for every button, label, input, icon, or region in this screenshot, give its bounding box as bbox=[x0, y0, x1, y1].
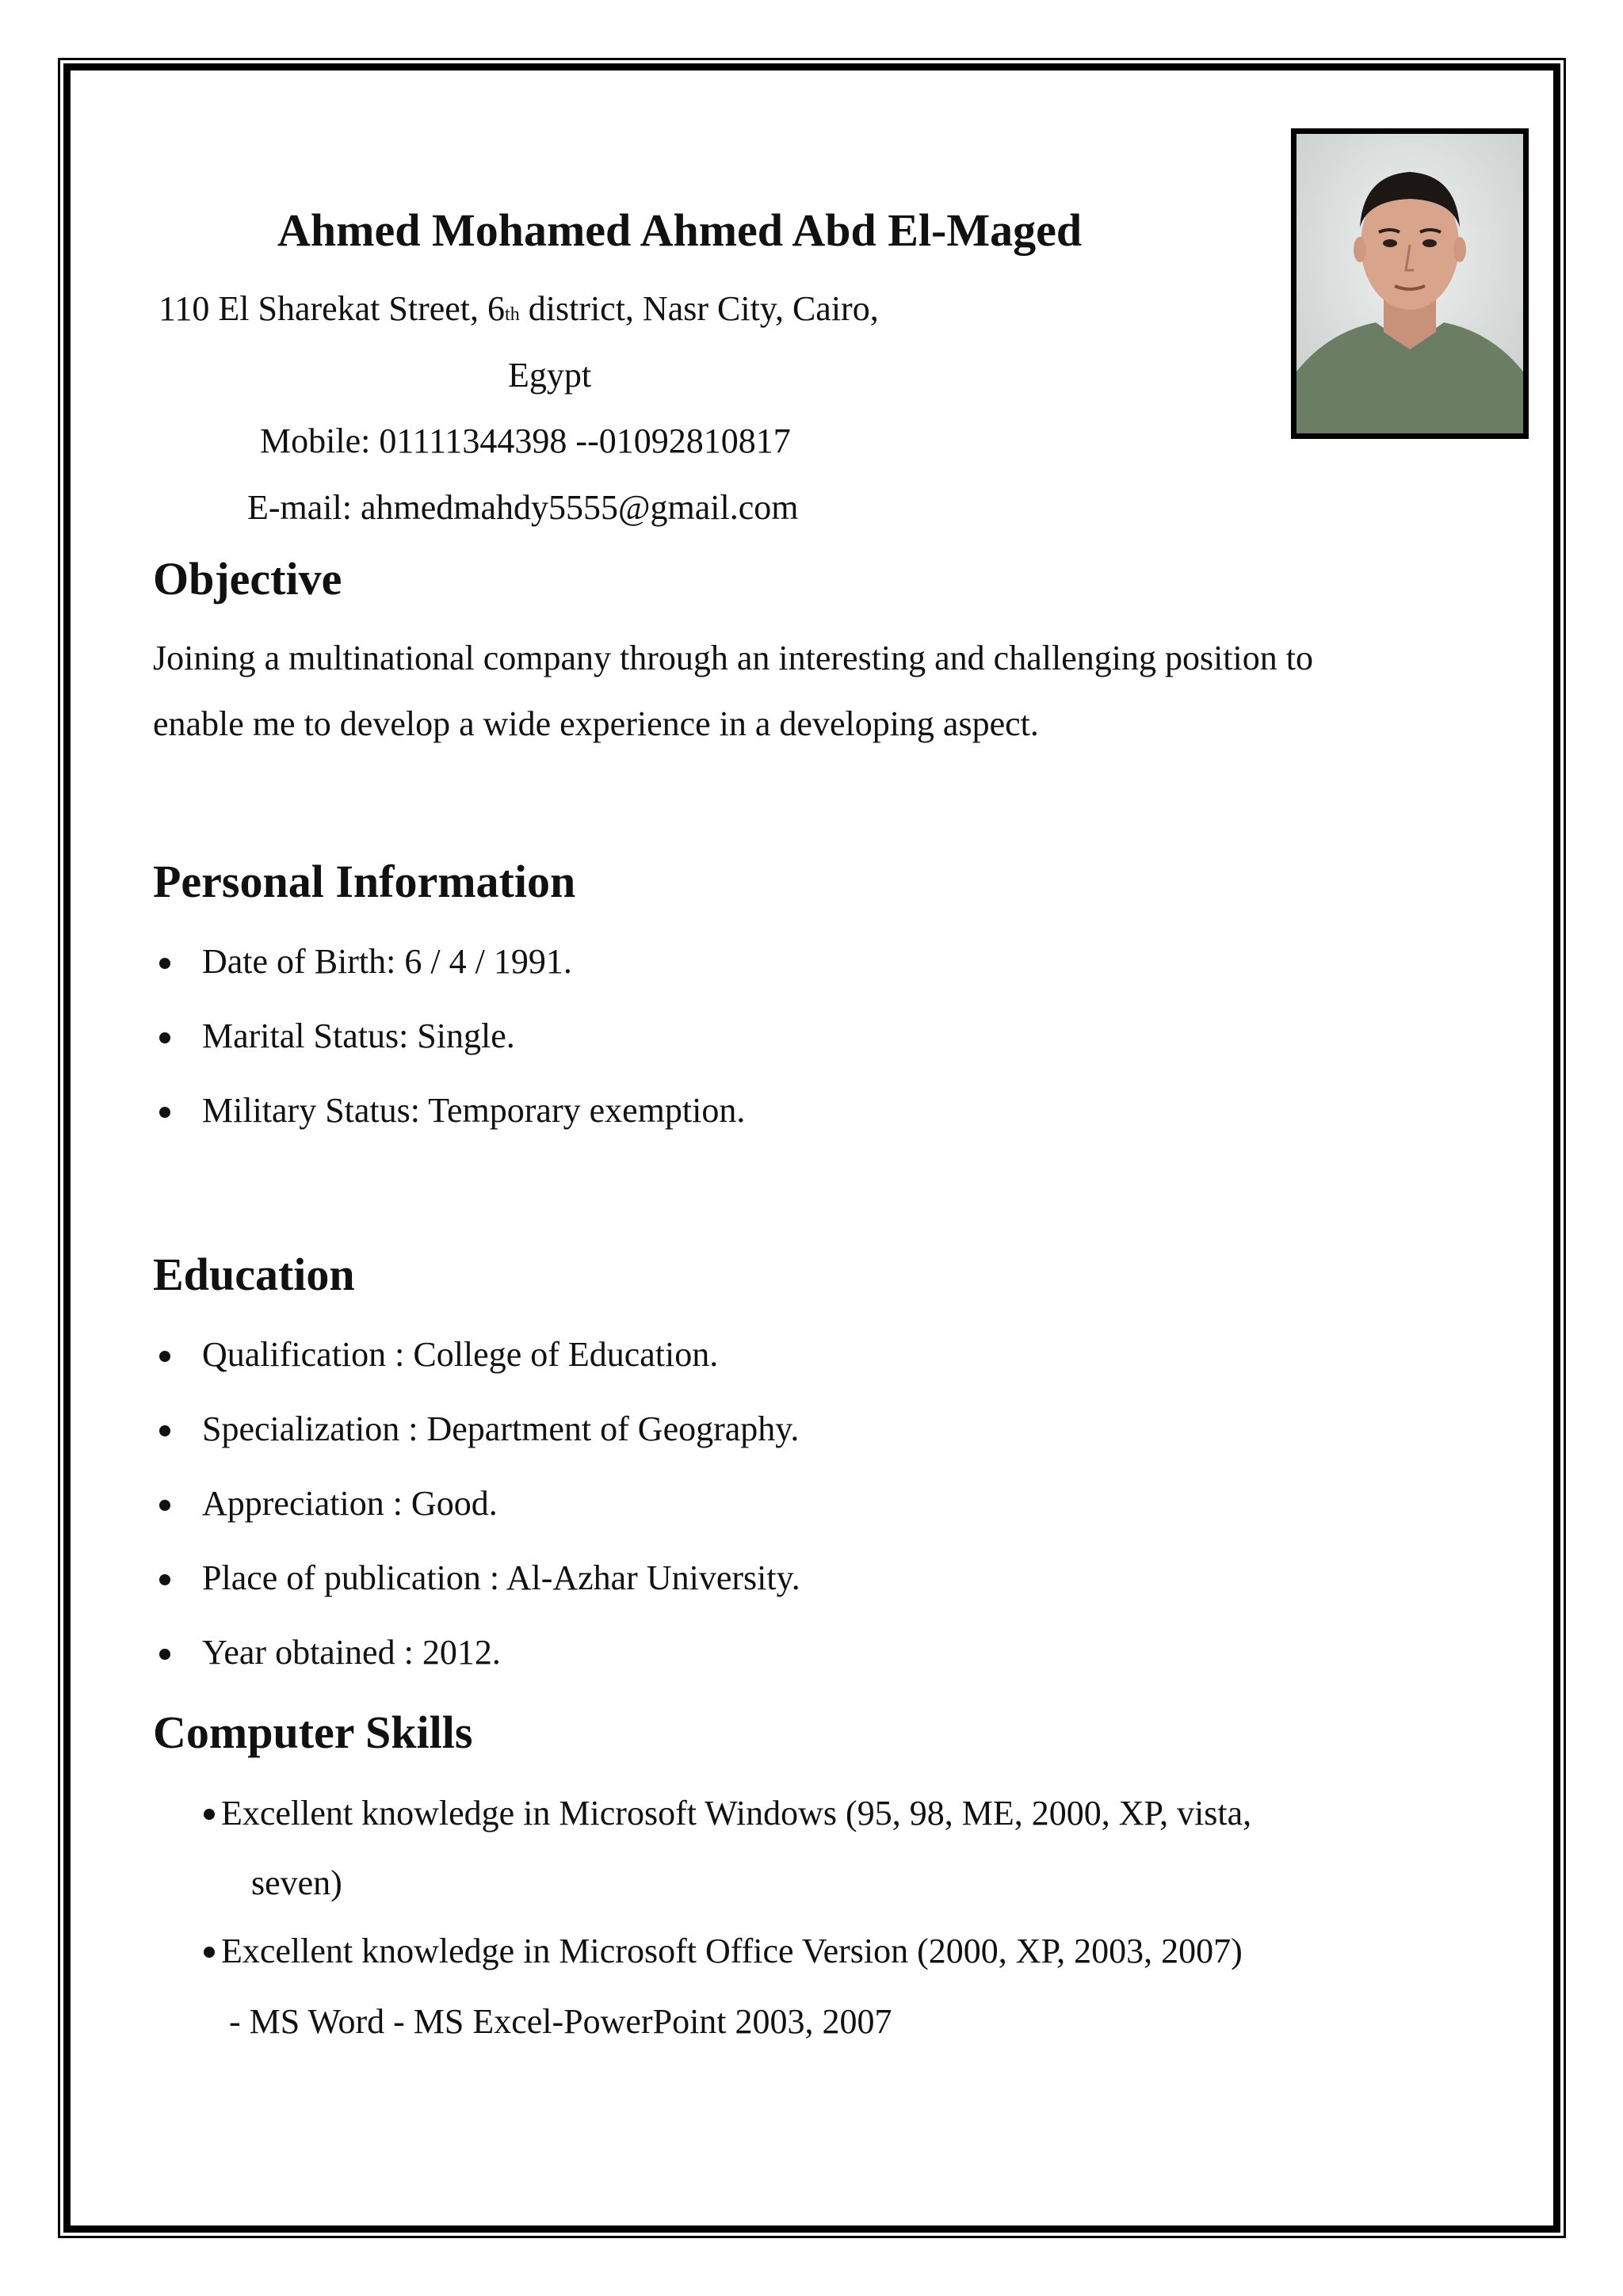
list-item-text: Place of publication : Al-Azhar University. bbox=[202, 1558, 800, 1597]
skill-office bbox=[204, 1931, 1243, 1971]
list-item-text: Year obtained : 2012. bbox=[202, 1633, 501, 1672]
bullet-icon bbox=[159, 1032, 170, 1043]
list-item-text: Date of Birth: 6 / 4 / 1991. bbox=[202, 942, 572, 981]
list-item bbox=[153, 942, 745, 1016]
bullet-icon bbox=[159, 1649, 170, 1660]
list-item bbox=[153, 1335, 800, 1409]
skill-office-text: Excellent knowledge in Microsoft Office Version (2000, XP, 2003, 2007) bbox=[221, 1932, 1243, 1970]
personal-information-list bbox=[153, 942, 745, 1165]
bullet-icon bbox=[159, 1351, 170, 1362]
email-address: E-mail: ahmedmahdy5555@gmail.com bbox=[247, 488, 799, 527]
list-item-text: Appreciation : Good. bbox=[202, 1484, 498, 1523]
address-line-2: Egypt bbox=[508, 356, 592, 395]
list-item bbox=[153, 1484, 800, 1558]
profile-photo bbox=[1291, 128, 1529, 439]
list-item bbox=[153, 1633, 800, 1707]
bullet-icon bbox=[159, 1107, 170, 1118]
list-item-text: Marital Status: Single. bbox=[202, 1016, 515, 1055]
bullet-icon bbox=[204, 1947, 215, 1958]
address-ordinal-suffix: th bbox=[505, 304, 520, 325]
bullet-icon bbox=[159, 1425, 170, 1436]
personal-information-heading: Personal Information bbox=[153, 856, 576, 907]
list-item-text: Military Status: Temporary exemption. bbox=[202, 1091, 746, 1130]
address-line-1 bbox=[158, 288, 879, 329]
address-line-1-end: district, Nasr City, Cairo, bbox=[519, 289, 879, 328]
list-item bbox=[153, 1091, 745, 1165]
bullet-icon bbox=[204, 1809, 215, 1820]
objective-text-line-2: enable me to develop a wide experience in a developing aspect. bbox=[153, 704, 1039, 743]
address-line-1-start: 110 El Sharekat Street, 6 bbox=[158, 289, 506, 328]
bullet-icon bbox=[159, 958, 170, 969]
bullet-icon bbox=[159, 1500, 170, 1511]
list-item bbox=[153, 1409, 800, 1484]
skill-windows-text: Excellent knowledge in Microsoft Windows (95, 98, ME, 2000, XP, vista, bbox=[221, 1794, 1252, 1833]
bullet-icon bbox=[159, 1574, 170, 1585]
list-item bbox=[153, 1016, 745, 1091]
computer-skills-heading: Computer Skills bbox=[153, 1707, 473, 1758]
objective-text-line-1: Joining a multinational company through an interesting and challenging position to bbox=[153, 639, 1313, 677]
skill-windows-continuation: seven) bbox=[251, 1863, 342, 1902]
education-list bbox=[153, 1335, 800, 1707]
list-item bbox=[153, 1558, 800, 1633]
skill-office-apps: - MS Word - MS Excel-PowerPoint 2003, 2007 bbox=[229, 2002, 892, 2041]
education-heading: Education bbox=[153, 1249, 355, 1300]
candidate-name: Ahmed Mohamed Ahmed Abd El-Maged bbox=[277, 204, 1083, 256]
skill-windows bbox=[204, 1793, 1251, 1833]
list-item-text: Qualification : College of Education. bbox=[202, 1335, 719, 1374]
objective-heading: Objective bbox=[153, 553, 342, 605]
list-item-text: Specialization : Department of Geography. bbox=[202, 1409, 800, 1448]
portrait-image bbox=[1296, 134, 1523, 433]
mobile-numbers: Mobile: 01111344398 --01092810817 bbox=[260, 421, 791, 460]
